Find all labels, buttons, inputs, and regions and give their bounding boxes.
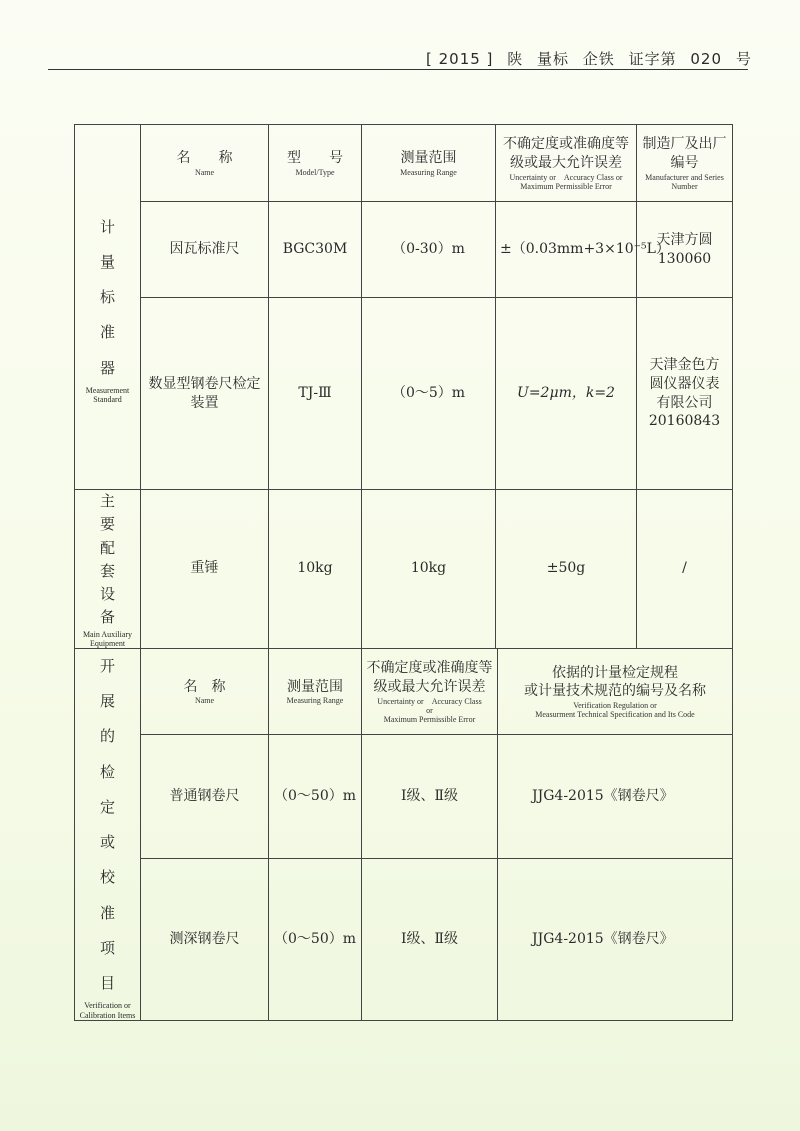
certificate-header — [426, 48, 752, 69]
table-row — [75, 858, 733, 1020]
auxiliary-range: 10kg — [362, 490, 496, 649]
table-row — [75, 735, 733, 859]
header-rule — [48, 69, 748, 70]
standard-name: 数显型钢卷尺检定 装置 — [141, 298, 269, 490]
header-name: 名 称 Name — [141, 125, 269, 202]
standard-range: （0-30）m — [362, 202, 496, 298]
item-name: 测深钢卷尺 — [141, 858, 269, 1020]
auxiliary-manufacturer: / — [637, 490, 733, 649]
item-range: （0～50）m — [269, 735, 362, 859]
header-range: 测量范围 Measuring Range — [362, 125, 496, 202]
standard-uncertainty: ±（0.03mm+3×10⁻⁵L） — [496, 202, 637, 298]
table-row — [75, 490, 733, 649]
table-row — [75, 202, 733, 298]
item-basis: JJG4-2015《钢卷尺》 — [498, 735, 733, 859]
table-row — [75, 298, 733, 490]
standard-model: TJ-Ⅲ — [269, 298, 362, 490]
cert-category: 量标 — [537, 50, 570, 68]
section-standard-label: 计量标准器 Measurement Standard — [75, 125, 141, 490]
header-model: 型 号 Model/Type — [269, 125, 362, 202]
standard-manufacturer: 天津方圆 130060 — [637, 202, 733, 298]
item-basis: JJG4-2015《钢卷尺》 — [498, 858, 733, 1020]
auxiliary-model: 10kg — [269, 490, 362, 649]
item-uncertainty: Ⅰ级、Ⅱ级 — [362, 735, 498, 859]
header-uncertainty: 不确定度或准确度等级或最大允许误差 Uncertainty or Accuracy Class or Maximum Permissible Error — [496, 125, 637, 202]
item-name: 普通钢卷尺 — [141, 735, 269, 859]
standard-manufacturer: 天津金色方 圆仪器仪表 有限公司 20160843 — [637, 298, 733, 490]
cert-type: 企铁 — [582, 50, 615, 68]
items-header-name: 名 称 Name — [141, 648, 269, 734]
item-range: （0～50）m — [269, 858, 362, 1020]
item-uncertainty: Ⅰ级、Ⅱ级 — [362, 858, 498, 1020]
standard-name: 因瓦标准尺 — [141, 202, 269, 298]
section-items-label: 开展的检定或校准项目 Verification or Calibration Items — [75, 648, 141, 1020]
items-header-uncertainty: 不确定度或准确度等级或最大允许误差 Uncertainty or Accuracy Class or Maximum Permissible Error — [362, 648, 498, 734]
standard-uncertainty: U=2μm，k=2 — [496, 298, 637, 490]
header-manufacturer: 制造厂及出厂编号 Manufacturer and Series Number — [637, 125, 733, 202]
items-header-basis: 依据的计量检定规程 或计量技术规范的编号及名称 Verification Regulation or Measurment Technical Specification and Its Code — [498, 648, 733, 734]
cert-year: [ 2015 ] — [426, 50, 494, 68]
cert-number: 020 — [690, 50, 723, 68]
section-auxiliary-label: 主要配套设备 Main Auxiliary Equipment — [75, 490, 141, 649]
standard-range: （0～5）m — [362, 298, 496, 490]
cert-suffix: 号 — [735, 50, 752, 68]
auxiliary-name: 重锤 — [141, 490, 269, 649]
auxiliary-uncertainty: ±50g — [496, 490, 637, 649]
items-header-range: 测量范围 Measuring Range — [269, 648, 362, 734]
standard-model: BGC30M — [269, 202, 362, 298]
cert-province: 陕 — [507, 50, 524, 68]
cert-label: 证字第 — [628, 50, 677, 68]
items-header-row — [75, 648, 733, 734]
standard-header-row — [75, 125, 733, 202]
certificate-table — [74, 124, 733, 1021]
